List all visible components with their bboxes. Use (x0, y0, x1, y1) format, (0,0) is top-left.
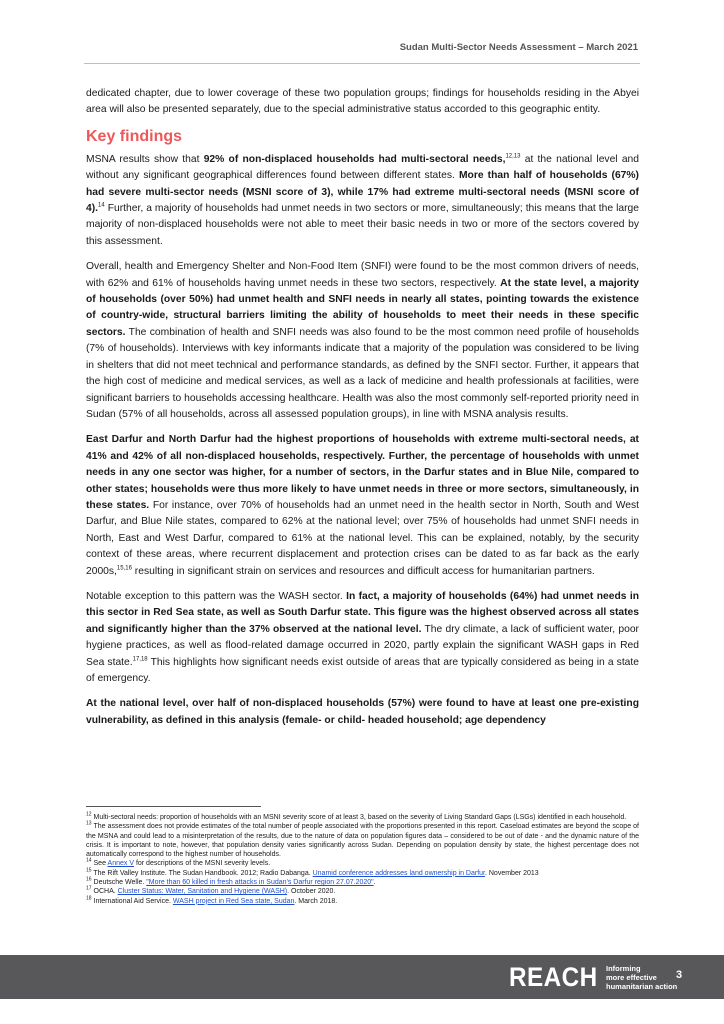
footnote-text: See (91, 860, 108, 868)
footnote-ref[interactable]: 17,18 (132, 656, 148, 663)
reach-logo: REACH (509, 962, 598, 992)
footnote-text: The Rift Valley Institute. The Sudan Handbook. 2012; Radio Dabanga. (91, 869, 313, 877)
footnote-text: Multi-sectoral needs: proportion of households with an MSNI severity score of at least 3, based on the severity of Living Standard Gaps (LSGs) identified in each household. (91, 814, 627, 821)
footnote-number: 14 (86, 858, 92, 865)
footnote-ref[interactable]: 12,13 (505, 153, 521, 160)
tagline-line: Informing (606, 964, 641, 973)
tagline-line: humanitarian action (606, 982, 678, 991)
footnote-number: 16 (86, 876, 92, 883)
footnote-text: . (373, 879, 376, 887)
text: This highlights how significant needs exist outside of areas that are typically considered as being in a state of emergency. (86, 656, 640, 684)
text: Notable exception to this pattern was the WASH sector. (86, 590, 347, 602)
tagline-line: more effective (606, 973, 657, 982)
ias-link[interactable]: WASH project in Red Sea state, Sudan (172, 897, 295, 905)
footnote-14 (86, 859, 639, 868)
paragraph-health-snfi (86, 259, 639, 423)
footnote-number: 17 (86, 886, 92, 893)
bold-text: At the national level, over half of non-displaced households (57%) were found to have at least one pre-existing vulnerability, as defined in this analysis (female- or child- headed household; age dependency (86, 698, 639, 726)
footnote-13 (86, 822, 639, 859)
deutsche-welle-link[interactable]: "More than 60 killed in fresh attacks in Sudan's Darfur region 27.07.2020" (146, 879, 374, 887)
footnote-ref[interactable]: 15,16 (116, 565, 132, 572)
page-footer (0, 955, 724, 999)
bold-text: More than half of households (67%) had severe multi-sector needs (MSNI score of 3), while 17% had extreme multi-sectoral needs (MSNI score of 4). (86, 170, 639, 215)
radio-dabanga-link[interactable]: Unamid conference addresses land ownership in Darfur (312, 869, 485, 877)
footnote-number: 18 (86, 895, 92, 902)
footnote-text: . October 2020. (287, 888, 336, 896)
footnote-text: . March 2018. (294, 897, 338, 905)
footnote-text: OCHA. (91, 888, 118, 896)
footnote-17 (86, 887, 639, 896)
footnote-text: Deutsche Welle. (91, 879, 147, 887)
section-heading: Key findings (86, 127, 183, 145)
paragraph-vulnerability (86, 696, 639, 729)
bold-text: At the state level, a majority of households (over 50%) had unmet health and SNFI needs in nearly all states, pointing towards the existence of country-wide, structural barriers limiting the ability of households to meet their needs in these specific sectors. (86, 277, 639, 338)
footnote-18 (86, 897, 639, 906)
bold-text: East Darfur and North Darfur had the highest proportions of households with extreme multi-sectoral needs, at 41% and 42% of all non-displaced households, respectively. Further, the percentage of households with unmet needs in any one sector was higher, for a number of sectors, in the Darfur states and in Blue Nile, compared to other states; households were thus more likely to have unmet needs in three or more sectors, simultaneously, in these states. (86, 434, 639, 511)
bold-text: 92% of non-displaced households had multi-sectoral needs, (203, 153, 506, 165)
footnote-16 (86, 878, 639, 887)
main-content (86, 86, 639, 738)
reach-tagline (606, 964, 677, 991)
bold-text: In fact, a majority of households (64%) had unmet needs in this sector in Red Sea state, as well as South Darfur state. This figure was the highest observed across all states and significantly higher than the 37% observed at the national level. (86, 590, 639, 635)
footnote-divider (86, 806, 261, 807)
page-number: 3 (676, 969, 683, 981)
text: The combination of health and SNFI needs was also found to be the most common need profile of households (7% of households). Interviews with key informants indicate that a majority of the population was considered to be living in shelters that did not meet technical and performance standards, as defined by the SNFI sector. Further, it appears that the high cost of medicine and medical services, as well as a lack of medicine and health professionals at facilities, were significant barriers to households accessing healthcare. Health was also the most commonly self-reported priority need in Sudan (57% of all households, across all assessed population groups), in line with MSNA analysis results. (86, 326, 639, 420)
footnote-text: . November 2013 (484, 869, 539, 877)
intro-paragraph: dedicated chapter, due to lower coverage of these two population groups; findings for households residing in the Abyei area will also be presented separately, due to the special administrative status accorded to this geographic entity. (86, 88, 639, 116)
text: at the national level and without any significant geographical differences found between different states. (86, 153, 640, 182)
running-header: Sudan Multi-Sector Needs Assessment – March 2021 (399, 42, 638, 53)
footnote-ref[interactable]: 14 (98, 202, 105, 209)
paragraph-wash (86, 589, 639, 687)
annex-link[interactable]: Annex V (107, 860, 134, 868)
text: MSNA results show that (86, 153, 204, 165)
header-divider (84, 63, 640, 64)
footnotes (86, 813, 639, 906)
footnote-number: 15 (86, 867, 92, 874)
footnote-text: The assessment does not provide estimates of the total number of people associated with the proportions presented in this report. Caseload estimates are beyond the scope of the MSNA and could lead to a misinterpretation of the results, due to the nature of data on population figures data – considered to be out of date - and the dynamic nature of the crisis. It is important to note, however, that population density varies significantly across Sudan. Depending on population density by state, the highest percentage does not automatically correspond to the highest number of households. (86, 823, 639, 859)
paragraph-darfur (86, 432, 639, 580)
text: Overall, health and Emergency Shelter and Non-Food Item (SNFI) were found to be the most common drivers of needs, with 62% and 61% of households having unmet needs in these two sectors, respectively. (86, 261, 639, 289)
footnote-number: 12 (86, 811, 92, 818)
text: resulting in significant strain on services and resources and difficult access for humanitarian partners. (131, 565, 595, 577)
text: The dry climate, a lack of sufficient water, poor hygiene practices, as well as flood-related damage occurred in 2020, partly explain the significant WASH gaps in Red Sea state. (86, 623, 639, 668)
footnote-text: for descriptions of the MSNI severity levels. (134, 860, 271, 868)
footnote-12 (86, 813, 639, 822)
footnote-15 (86, 869, 639, 878)
text: Further, a majority of households had unmet needs in two sectors or more, simultaneously; this means that the large majority of non-displaced households were not able to meet their basic needs in two or more of the sectors covered by this assessment. (86, 203, 639, 247)
paragraph-msna-results (86, 152, 639, 250)
footnote-number: 13 (86, 820, 92, 827)
footnote-text: International Aid Service. (91, 897, 173, 905)
text: For instance, over 70% of households had an unmet need in the health sector in North, South and West Darfur, and Blue Nile states, compared to 62% at the national level; over 75% of households had unmet SNFI needs in North, East and West Darfur, compared to 61% at the national level. This can be explained, notably, by the security context of these areas, where recurrent displacement and protection crises can be dated to as far back as the early 2000s, (86, 499, 639, 577)
ocha-link[interactable]: Cluster Status: Water, Sanitation and Hygiene (WASH) (117, 888, 288, 896)
